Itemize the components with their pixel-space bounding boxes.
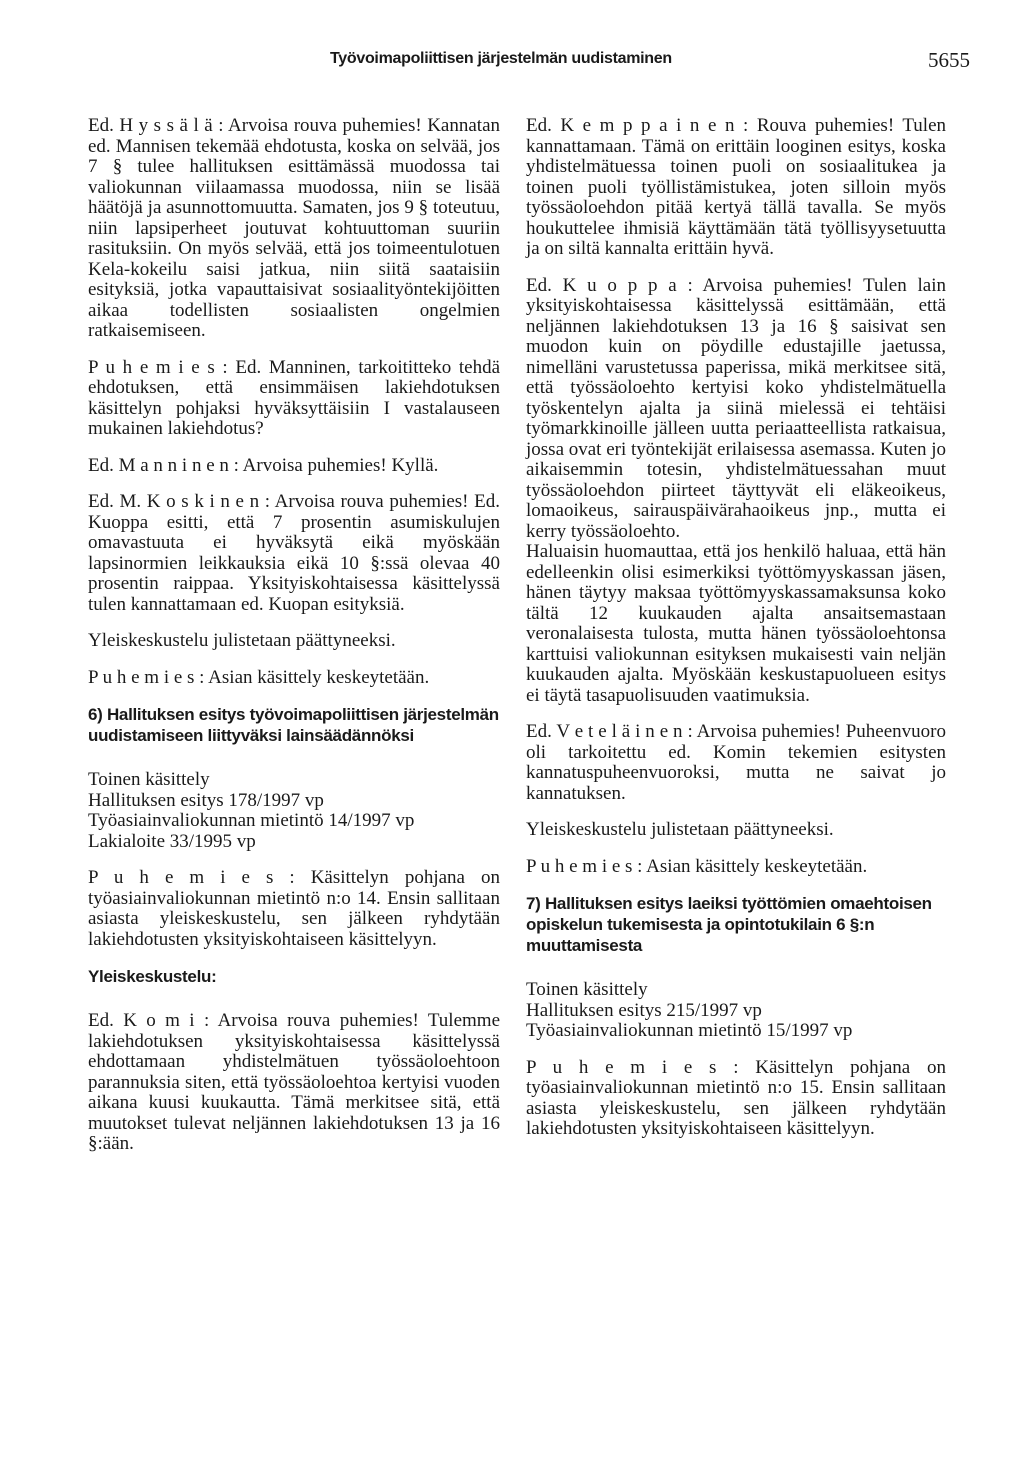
speech-text: Asian käsittely keskeytetään. [208,666,430,688]
speech-kuoppa [526,276,946,543]
speech-puhemies [88,868,500,950]
reference-line: Toinen käsittely [526,979,648,1000]
reference-line: Hallituksen esitys 215/1997 vp [526,999,762,1021]
speech-text: Rouva puhemies! Tulen kannattamaan. Tämä on erittäin looginen esitys, koska yhdistelmätuessa toinen puoli on sosiaalitukea ja toinen puoli työllistämistukea, joten silloin myös työssäoloehdon pitää kertyä tällä tavalla. Se myös houkuttelee ihmisiä käyttämään tätä työllisyysetuutta ja on siltä kannalta erittäin hyvä. [526,115,947,259]
speech-text: Käsittelyn pohjana on työasiainvaliokunnan mietintö n:o 15. Ensin sallitaan asiasta yleiskeskustelu, sen jälkeen ryhdytään lakiehdotusten yksityiskohtaiseen käsittelyyn. [526,1056,946,1139]
speech-puhemies [88,668,500,689]
general-discussion-heading: Yleiskeskustelu: [88,967,217,986]
speaker-name: Ed. M. K o s k i n e n : [88,491,271,512]
speaker-name: P u h e m i e s : [526,1056,739,1078]
speech-puhemies [88,358,500,440]
speech-text: Käsittelyn pohjana on työasiainvaliokunnan mietintö n:o 14. Ensin sallitaan asiasta yleiskeskustelu, sen jälkeen ryhdytään lakiehdotusten yksityiskohtaiseen käsittelyyn. [88,867,500,950]
speech-komi [88,1011,500,1155]
reference-line: Hallituksen esitys 178/1997 vp [88,789,324,811]
speaker-name: P u h e m i e s : [88,666,205,688]
discussion-closed: Yleiskeskustelu julistetaan päättyneeksi. [526,819,834,840]
speaker-name: Ed. H y s s ä l ä : [88,115,224,136]
agenda-item-6-heading: 6) Hallituksen esitys työvoimapoliittisen järjestelmän uudistamiseen liittyväksi lainsäädännöksi [88,705,499,745]
speaker-name: P u h e m i e s : [88,867,295,888]
speech-text: Arvoisa puhemies! Tulen lain yksityiskohtaisessa käsittelyssä esittämään, että neljännen lakiehdotuksen 13 ja 16 § saisivat sen muodon kuin on pöydille edustajille jaetussa, nimelläni varustetussa paperissa, mikä merkitsee sitä, että työssäoloehto kertyisi koko yhdistelmätuella työskentelyn ajalta ja siinä mielessä ei tehtäisi työmarkkinoille jälleen uutta periaatteellista ratkaisua, jossa ovat eri työntekijät erilaisessa asemassa. Kuten jo aikaisemmin totesin, yhdistelmätuessahan muut työssäoloehdon piirteet täyttyvät eli eläkeoikeus, lomaoikeus, sairauspäivärahaoikeus jnp., mutta ei kerry työssäoloehto. [526,274,947,542]
speaker-name: Ed. K e m p p a i n e n : [526,115,749,136]
running-header: Työvoimapoliittisen järjestelmän uudistaminen [330,50,672,67]
page-number: 5655 [928,48,970,72]
speech-text: Arvoisa rouva puhemies! Kannatan ed. Mannisen tekemää ehdotusta, koska on selvää, jos 7 § tulee hallituksen esittämässä muodossa tai valiokunnan viilaamassa muodossa, niin se lisää häätöjä ja asunnottomuutta. Samaten, jos 9 § toteutuu, niin lapsiperheet joutuvat kohtuuttoman suuriin rasituksiin. On myös selvää, että jos toimeentulotuen Kela-kokeilu saisi jatkua, niin siitä saataisiin esityksiä, jotka vapauttaisivat sosiaalityöntekijöitten aikaa todellisten sosiaalisten ongelmien ratkaisemiseen. [88,115,501,341]
speech-text: Arvoisa rouva puhemies! Tulemme lakiehdotuksen yksityiskohtaisessa käsittelyssä ehdottamaan yhdistelmätuen työssäoloehtoon parannuksia siten, että työssäoloehtoa kertyisi vuoden aikana kuusi kuukautta. Tämä merkitsee sitä, että muutokset tulevat neljännen lakiehdotuksen 13 ja 16 §:ään. [88,1010,501,1154]
reference-line: Työasiainvaliokunnan mietintö 14/1997 vp [88,810,415,831]
speaker-name: Ed. M a n n i n e n : [88,454,239,476]
speech-text: Ed. Manninen, tarkoititteko tehdä ehdotuksen, että ensimmäisen lakiehdotuksen käsittelyn pohjaksi hyväksyttäisiin I vastalauseen mukainen lakiehdotus? [88,356,500,439]
speaker-name: P u h e m i e s : [526,855,643,877]
speech-manninen [88,456,500,477]
reference-line: Työasiainvaliokunnan mietintö 15/1997 vp [526,1020,853,1041]
speech-kuoppa-continued: Haluaisin huomauttaa, että jos henkilö haluaa, että hän edelleenkin olisi esimerkiksi työttömyyskassan jäsen, hänen täytyy maksaa työttömyyskassamaksunsa koko tältä 12 kuukauden ajalta ansaitsemastaan veronalaisesta tulosta, mutta hänen työssäoloehtonsa karttuisi valiokunnan esityksen mukaisesti vain neljän kuukauden ajalta. Myöskään keskustapuolueen esitys ei täytä tasapuolisuuden vaatimuksia. [526,541,946,706]
speech-text: Arvoisa rouva puhemies! Ed. Kuoppa esitti, että 7 prosentin asumiskulujen omavastuuta ei hyväksytä eikä myöskään lapsinormien leikkauksia eikä 10 §:ssä olevaa 40 prosentin raippaa. Yksityiskohtaisessa käsittelyssä tulen kannattamaan ed. Kuopan esityksiä. [88,491,501,615]
right-column [526,116,946,1156]
left-column [88,116,500,1171]
speech-puhemies [526,857,946,878]
speech-text: Arvoisa puhemies! Puheenvuoro oli tarkoitettu ed. Komin tekemien esitysten kannatuspuheenvuoroksi, mutta ne saivat jo kannatuksen. [526,721,947,804]
speech-text: Asian käsittely keskeytetään. [646,855,868,877]
speech-vetelainen [526,722,946,804]
reference-line: Lakialoite 33/1995 vp [88,830,256,852]
speaker-name: Ed. K u o p p a : [526,274,693,296]
speaker-name: Ed. V e t e l ä i n e n : [526,721,693,742]
speaker-name: P u h e m i e s : [88,356,228,378]
speech-text: Arvoisa puhemies! Kyllä. [242,454,439,476]
speech-kemppainen [526,116,946,260]
speech-hyssala [88,116,500,342]
speech-koskinen [88,492,500,615]
reference-line: Toinen käsittely [88,769,210,790]
speech-puhemies [526,1058,946,1140]
agenda-item-7-heading: 7) Hallituksen esitys laeiksi työttömien omaehtoisen opiskelun tukemisesta ja opintotukilain 6 §:n muuttamisesta [526,894,932,955]
discussion-closed: Yleiskeskustelu julistetaan päättyneeksi. [88,630,396,651]
speaker-name: Ed. K o m i : [88,1010,210,1031]
